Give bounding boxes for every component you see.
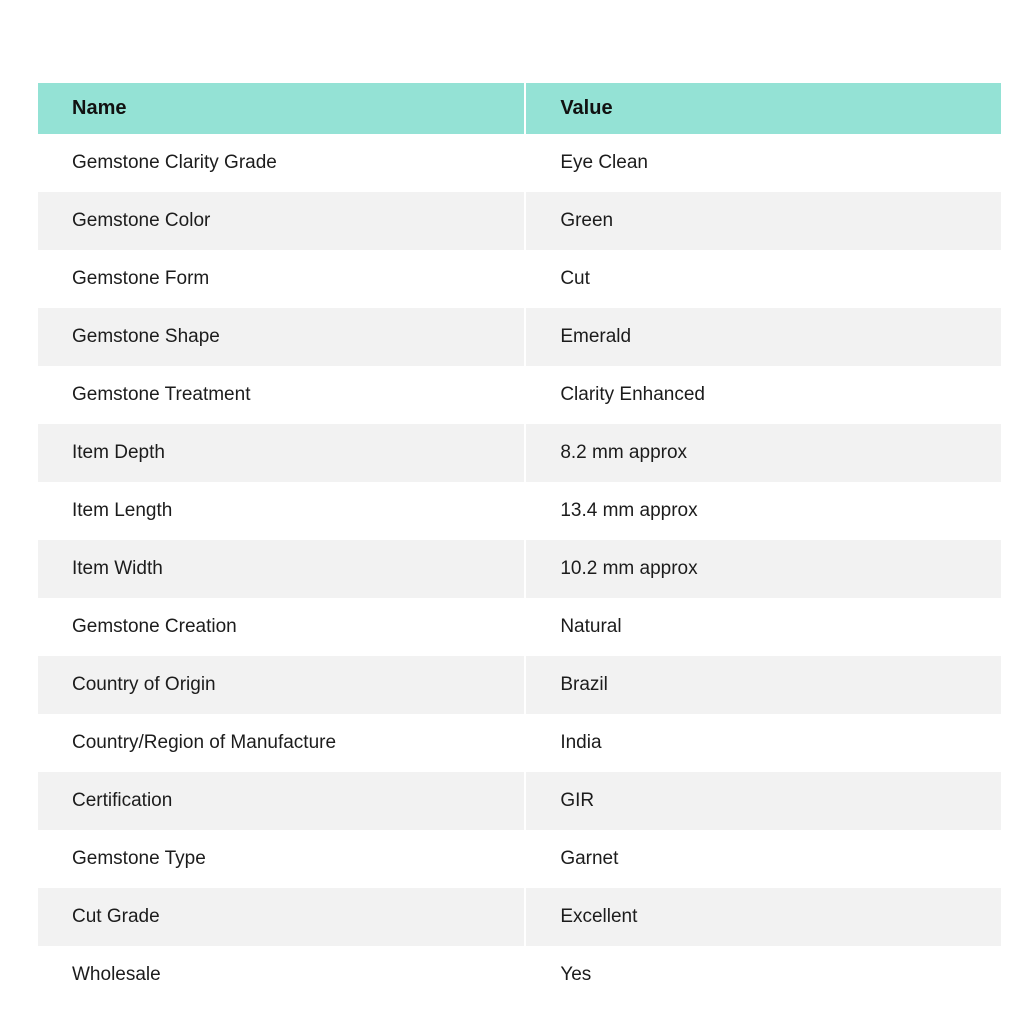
column-header-name: Name bbox=[72, 97, 127, 119]
spec-value-cell: Brazil bbox=[524, 656, 1001, 714]
table-row bbox=[38, 830, 1001, 888]
table-row bbox=[38, 134, 1001, 192]
spec-name-cell: Gemstone Type bbox=[72, 848, 206, 869]
spec-name-cell: Item Depth bbox=[72, 442, 165, 463]
table-row bbox=[38, 308, 1001, 366]
spec-value-cell: Clarity Enhanced bbox=[524, 366, 1001, 424]
spec-name-cell: Item Width bbox=[72, 558, 163, 579]
spec-name-cell: Gemstone Shape bbox=[72, 326, 220, 347]
table-row bbox=[38, 250, 1001, 308]
spec-value-cell: Emerald bbox=[524, 308, 1001, 366]
spec-name-cell: Gemstone Creation bbox=[72, 616, 237, 637]
spec-name-cell: Country of Origin bbox=[72, 674, 216, 695]
table-row bbox=[38, 482, 1001, 540]
table-row bbox=[38, 424, 1001, 482]
table-row bbox=[38, 366, 1001, 424]
spec-value-cell: 13.4 mm approx bbox=[524, 482, 1001, 540]
spec-value-cell: 8.2 mm approx bbox=[524, 424, 1001, 482]
table-body bbox=[38, 134, 1001, 1004]
column-header-value: Value bbox=[524, 83, 1001, 134]
spec-name-cell: Gemstone Clarity Grade bbox=[72, 152, 277, 173]
spec-name-cell: Gemstone Form bbox=[72, 268, 210, 289]
table-row bbox=[38, 192, 1001, 250]
table-row bbox=[38, 946, 1001, 1004]
table-row bbox=[38, 598, 1001, 656]
spec-name-cell: Certification bbox=[72, 790, 173, 811]
spec-name-cell: Cut Grade bbox=[72, 906, 160, 927]
spec-name-cell: Gemstone Color bbox=[72, 210, 211, 231]
table-row bbox=[38, 714, 1001, 772]
spec-value-cell: Excellent bbox=[524, 888, 1001, 946]
spec-value-cell: Eye Clean bbox=[524, 134, 1001, 192]
table-header bbox=[38, 83, 1001, 134]
header-row bbox=[38, 83, 1001, 134]
spec-value-cell: Garnet bbox=[524, 830, 1001, 888]
spec-value-cell: India bbox=[524, 714, 1001, 772]
spec-value-cell: Yes bbox=[524, 946, 1001, 1004]
spec-name-cell: Gemstone Treatment bbox=[72, 384, 251, 405]
table-row bbox=[38, 888, 1001, 946]
spec-name-cell: Wholesale bbox=[72, 964, 161, 985]
spec-name-cell: Item Length bbox=[72, 500, 173, 521]
spec-value-cell: Cut bbox=[524, 250, 1001, 308]
product-specifications bbox=[38, 83, 1001, 1004]
table-row bbox=[38, 540, 1001, 598]
product-specs-table bbox=[38, 83, 1001, 1004]
spec-value-cell: GIR bbox=[524, 772, 1001, 830]
table-row bbox=[38, 772, 1001, 830]
spec-value-cell: Natural bbox=[524, 598, 1001, 656]
spec-value-cell: Green bbox=[524, 192, 1001, 250]
table-row bbox=[38, 656, 1001, 714]
spec-name-cell: Country/Region of Manufacture bbox=[72, 732, 337, 753]
spec-value-cell: 10.2 mm approx bbox=[524, 540, 1001, 598]
